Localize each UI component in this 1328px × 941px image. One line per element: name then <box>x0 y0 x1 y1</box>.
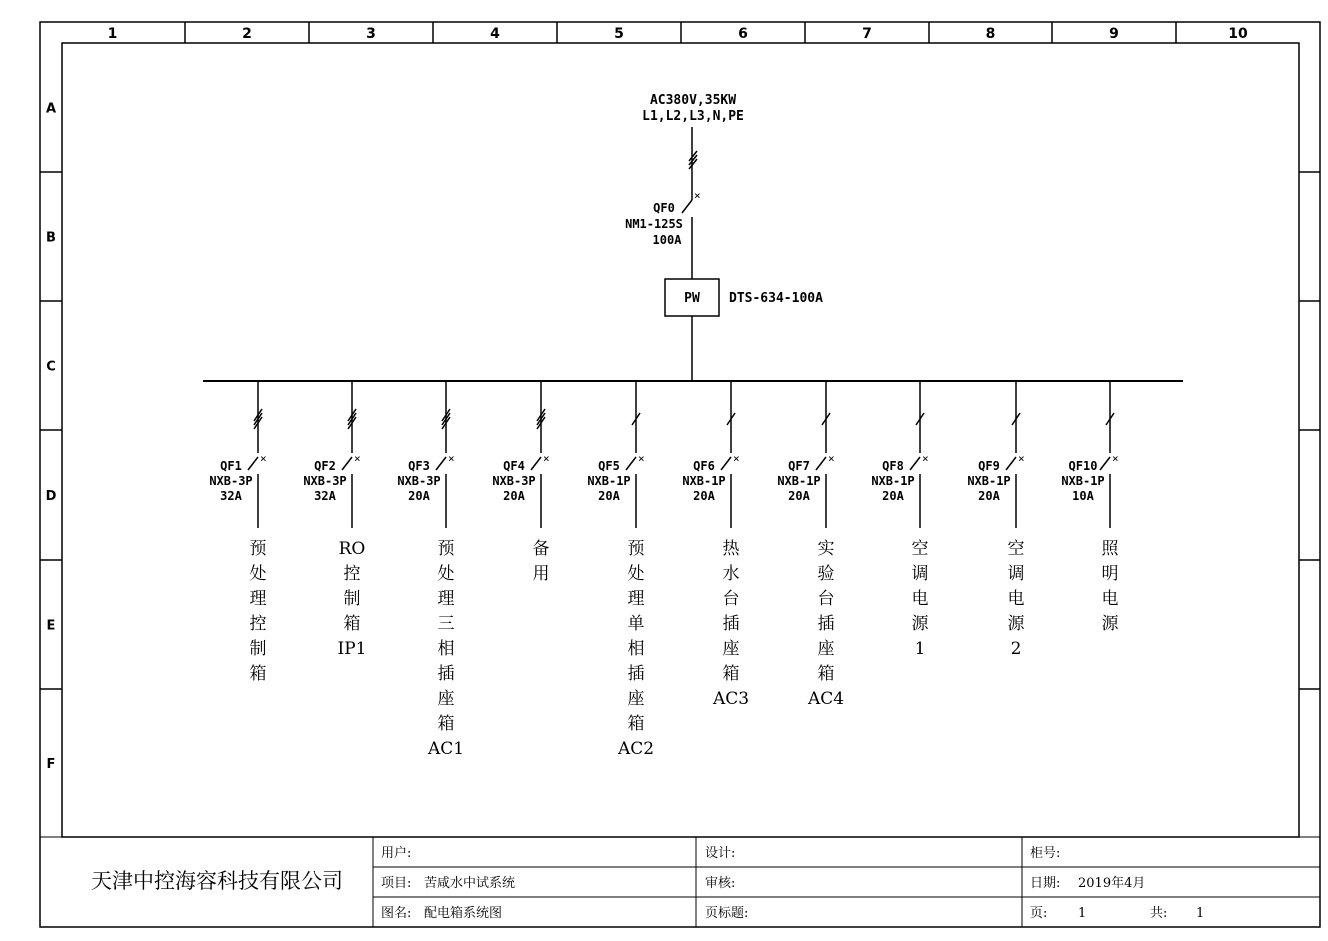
branch-load-char: 预 <box>627 539 645 559</box>
branch-breaker-id: QF10 <box>1068 459 1098 473</box>
branch-load-char: AC2 <box>617 739 655 759</box>
main-feeder <box>203 127 1183 381</box>
branch-breaker-id: QF1 <box>220 459 242 473</box>
row-marker-D: D <box>45 489 57 504</box>
total-label: 共: <box>1150 906 1168 921</box>
design-label: 设计: <box>705 846 736 861</box>
row-markers <box>40 102 1320 773</box>
branch-load-char: 箱 <box>343 614 361 634</box>
branch-breaker-model: NXB-3P <box>397 474 441 488</box>
branch-breaker-x-mark: × <box>1018 452 1025 465</box>
meter-model: DTS-634-100A <box>729 291 823 306</box>
inner-border <box>62 43 1299 837</box>
branch-load-char: 照 <box>1101 539 1119 559</box>
branch-load-char: 理 <box>437 589 455 609</box>
project-value: 苦咸水中试系统 <box>424 876 516 891</box>
branch-load-char: 备 <box>532 539 550 559</box>
branch-breaker-rating: 20A <box>882 489 904 503</box>
branch-breaker-id: QF7 <box>788 459 810 473</box>
branch-load-char: 调 <box>911 564 929 584</box>
column-marker-9: 9 <box>1109 26 1119 42</box>
branch-breaker-x-mark: × <box>922 452 929 465</box>
branch-breaker-model: NXB-3P <box>303 474 347 488</box>
column-marker-3: 3 <box>366 26 376 42</box>
branch-load-char: 1 <box>914 639 926 659</box>
branch-breaker-model: NXB-1P <box>682 474 726 488</box>
branch-breaker-rating: 10A <box>1072 489 1094 503</box>
branch-breaker-model: NXB-3P <box>209 474 253 488</box>
branch-breaker-x-mark: × <box>448 452 455 465</box>
branch-load-char: 箱 <box>437 714 455 734</box>
date-label: 日期: <box>1030 876 1061 891</box>
branch-load-char: 理 <box>249 589 267 609</box>
page-title-label: 页标题: <box>705 906 749 921</box>
branch-breaker-switch <box>436 457 446 470</box>
branch-load-char: 电 <box>1101 589 1119 609</box>
column-marker-4: 4 <box>490 26 500 42</box>
branch-load-char: 源 <box>1007 614 1025 634</box>
branch-load-char: 实 <box>817 539 835 559</box>
project-label: 项目: <box>381 876 412 891</box>
branch-load-char: 预 <box>437 539 455 559</box>
branch-load-char: 插 <box>817 614 835 634</box>
branch-QF8 <box>871 381 929 659</box>
branch-load-char: 验 <box>817 564 835 584</box>
branch-breaker-rating: 32A <box>314 489 336 503</box>
branch-QF5 <box>587 381 654 759</box>
column-marker-5: 5 <box>614 26 624 42</box>
branch-breaker-switch <box>721 457 731 470</box>
page-value: 1 <box>1078 906 1087 921</box>
column-marker-10: 10 <box>1228 26 1248 42</box>
branch-load-char: 处 <box>627 564 645 584</box>
branch-breaker-rating: 20A <box>408 489 430 503</box>
branch-QF2 <box>303 381 366 659</box>
branch-load-char: IP1 <box>337 639 367 659</box>
branch-load-char: 座 <box>437 689 455 709</box>
branch-breaker-rating: 20A <box>693 489 715 503</box>
review-label: 审核: <box>705 876 736 891</box>
branch-breaker-model: NXB-1P <box>587 474 631 488</box>
branch-breaker-x-mark: × <box>828 452 835 465</box>
branch-load-char: 台 <box>722 589 740 609</box>
branch-breaker-x-mark: × <box>260 452 267 465</box>
branch-load-char: 明 <box>1101 564 1119 584</box>
branch-QF9 <box>967 381 1025 659</box>
branch-breaker-id: QF2 <box>314 459 336 473</box>
branch-breaker-switch <box>1006 457 1016 470</box>
branch-circuits <box>209 381 1119 759</box>
branch-load-char: 座 <box>627 689 645 709</box>
drawing-value: 配电箱系统图 <box>424 906 503 921</box>
branch-breaker-rating: 32A <box>220 489 242 503</box>
branch-load-char: 座 <box>817 639 835 659</box>
branch-breaker-model: NXB-1P <box>871 474 915 488</box>
column-marker-8: 8 <box>985 26 996 42</box>
branch-breaker-x-mark: × <box>543 452 550 465</box>
branch-breaker-id: QF5 <box>598 459 620 473</box>
branch-load-char: 电 <box>1007 589 1025 609</box>
branch-load-char: 水 <box>722 564 740 584</box>
supply-conductors-text: L1,L2,L3,N,PE <box>642 109 744 124</box>
branch-breaker-model: NXB-1P <box>777 474 821 488</box>
branch-QF6 <box>682 381 749 709</box>
branch-load-char: RO <box>338 539 366 559</box>
column-marker-7: 7 <box>862 26 872 42</box>
branch-QF4 <box>492 381 549 584</box>
main-breaker-switch <box>682 200 692 213</box>
branch-breaker-switch <box>248 457 258 470</box>
meter-label: PW <box>684 291 700 306</box>
branch-breaker-rating: 20A <box>978 489 1000 503</box>
branch-breaker-rating: 20A <box>598 489 620 503</box>
branch-breaker-x-mark: × <box>638 452 645 465</box>
branch-breaker-model: NXB-1P <box>967 474 1011 488</box>
row-marker-B: B <box>46 230 56 246</box>
branch-load-char: 座 <box>722 639 740 659</box>
branch-load-char: 源 <box>911 614 929 634</box>
branch-load-char: 插 <box>627 664 645 684</box>
branch-breaker-id: QF8 <box>882 459 904 473</box>
branch-load-char: AC4 <box>807 689 845 709</box>
column-marker-6: 6 <box>738 26 748 42</box>
branch-breaker-switch <box>342 457 352 470</box>
main-breaker-rating: 100A <box>652 233 682 247</box>
branch-load-char: 控 <box>343 564 361 584</box>
branch-load-char: 箱 <box>722 664 740 684</box>
branch-load-char: 热 <box>722 539 740 559</box>
branch-load-char: 相 <box>437 639 455 659</box>
row-marker-A: A <box>45 101 57 117</box>
branch-load-char: 单 <box>627 614 645 634</box>
branch-breaker-id: QF9 <box>978 459 1000 473</box>
branch-load-char: 插 <box>437 664 455 684</box>
page-label: 页: <box>1030 906 1048 921</box>
supply-label <box>642 93 744 124</box>
branch-load-char: 预 <box>249 539 267 559</box>
row-marker-F: F <box>46 757 56 772</box>
branch-breaker-switch <box>816 457 826 470</box>
user-label: 用户: <box>381 846 412 861</box>
branch-load-char: 理 <box>627 589 645 609</box>
branch-breaker-id: QF6 <box>693 459 715 473</box>
branch-load-char: 用 <box>532 564 550 584</box>
main-breaker-model: NM1-125S <box>625 217 683 231</box>
title-block-text <box>91 845 1204 921</box>
branch-load-char: 三 <box>437 614 455 634</box>
company-name: 天津中控海容科技有限公司 <box>91 869 343 893</box>
branch-load-char: 空 <box>911 539 929 559</box>
supply-voltage-text: AC380V,35KW <box>649 93 737 108</box>
branch-QF7 <box>777 381 844 709</box>
branch-load-char: 空 <box>1007 539 1025 559</box>
branch-load-char: 箱 <box>627 714 645 734</box>
branch-load-char: 2 <box>1010 639 1022 659</box>
branch-breaker-id: QF4 <box>503 459 525 473</box>
branch-load-char: 箱 <box>817 664 835 684</box>
branch-load-char: 处 <box>437 564 455 584</box>
total-value: 1 <box>1196 906 1205 921</box>
row-marker-C: C <box>46 359 56 375</box>
branch-breaker-x-mark: × <box>1112 452 1119 465</box>
branch-breaker-id: QF3 <box>408 459 430 473</box>
branch-breaker-switch <box>910 457 920 470</box>
branch-load-char: 制 <box>249 639 267 659</box>
branch-breaker-rating: 20A <box>788 489 810 503</box>
branch-breaker-x-mark: × <box>733 452 740 465</box>
date-value: 2019年4月 <box>1078 876 1146 891</box>
branch-QF1 <box>209 381 266 684</box>
branch-breaker-x-mark: × <box>354 452 361 465</box>
branch-load-char: 相 <box>627 639 645 659</box>
branch-breaker-switch <box>626 457 636 470</box>
drawing-label: 图名: <box>381 906 412 921</box>
branch-load-char: 箱 <box>249 664 267 684</box>
branch-QF10 <box>1061 381 1119 634</box>
branch-load-char: 调 <box>1007 564 1025 584</box>
column-marker-2: 2 <box>242 26 252 42</box>
branch-load-char: 处 <box>249 564 267 584</box>
branch-load-char: 控 <box>249 614 267 634</box>
main-breaker-label <box>625 201 683 247</box>
branch-breaker-model: NXB-1P <box>1061 474 1105 488</box>
branch-load-char: 插 <box>722 614 740 634</box>
branch-load-char: 制 <box>343 589 361 609</box>
branch-load-char: AC1 <box>427 739 465 759</box>
branch-QF3 <box>397 381 464 759</box>
branch-load-char: 台 <box>817 589 835 609</box>
branch-breaker-switch <box>531 457 541 470</box>
cabinet-label: 柜号: <box>1030 846 1061 861</box>
row-marker-E: E <box>46 618 56 634</box>
branch-load-char: AC3 <box>712 689 750 709</box>
column-markers <box>108 22 1248 43</box>
branch-breaker-rating: 20A <box>503 489 525 503</box>
branch-load-char: 源 <box>1101 614 1119 634</box>
branch-load-char: 电 <box>911 589 929 609</box>
branch-breaker-switch <box>1100 457 1110 470</box>
main-breaker-id: QF0 <box>653 201 675 215</box>
branch-breaker-model: NXB-3P <box>492 474 536 488</box>
column-marker-1: 1 <box>107 26 118 42</box>
main-breaker-x-mark: × <box>694 189 701 202</box>
